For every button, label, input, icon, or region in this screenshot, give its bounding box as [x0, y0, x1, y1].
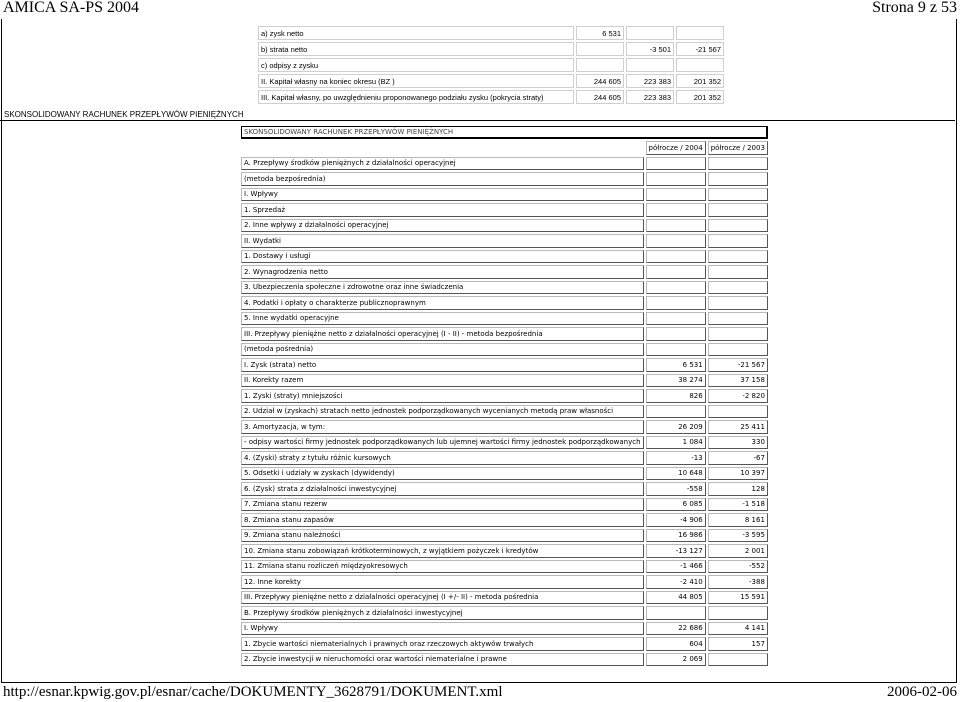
- row-value: [708, 312, 768, 326]
- row-label: (metoda pośrednia): [241, 343, 644, 357]
- table-row: [241, 188, 768, 202]
- row-value: [708, 405, 768, 419]
- row-value: [708, 653, 768, 667]
- row-label: 12. Inne korekty: [241, 575, 644, 589]
- row-value: 44 805: [646, 591, 706, 605]
- table-row: [241, 157, 768, 171]
- row-label: 4. Podatki i opłaty o charakterze publicznoprawnym: [241, 296, 644, 310]
- row-label: 5. Odsetki i udziały w zyskach (dywidendy): [241, 467, 644, 481]
- table-row: [241, 606, 768, 620]
- row-value: [646, 219, 706, 233]
- row-value: 330: [708, 436, 768, 450]
- table-row: [241, 637, 768, 651]
- table-row: [241, 420, 768, 434]
- row-value: -1 466: [646, 560, 706, 574]
- row-label: (metoda bezpośrednia): [241, 172, 644, 186]
- row-value: [646, 327, 706, 341]
- table-row: [241, 358, 768, 372]
- table-row: [241, 436, 768, 450]
- section-divider: [0, 120, 955, 121]
- row-label: II. Wydatki: [241, 234, 644, 248]
- row-value: 128: [708, 482, 768, 496]
- table-row: [241, 203, 768, 217]
- table-row: [241, 575, 768, 589]
- row-value: [646, 281, 706, 295]
- row-label: 10. Zmiana stanu zobowiązań krótkoterminowych, z wyjątkiem pożyczek i kredytów: [241, 544, 644, 558]
- row-label: a) zysk netto: [258, 26, 574, 40]
- row-value: 604: [646, 637, 706, 651]
- row-value: [708, 219, 768, 233]
- row-label: 2. Inne wpływy z działalności operacyjnej: [241, 219, 644, 233]
- row-value: 10 648: [646, 467, 706, 481]
- row-label: 2. Zbycie inwestycji w nieruchomości oraz wartości niematerialne i prawne: [241, 653, 644, 667]
- row-label: b) strata netto: [258, 42, 574, 56]
- row-value: -2 410: [646, 575, 706, 589]
- row-value: 244 605: [576, 74, 624, 88]
- row-value: 4 141: [708, 622, 768, 636]
- row-label: I. Wpływy: [241, 622, 644, 636]
- row-value: 25 411: [708, 420, 768, 434]
- row-label: 3. Amortyzacja, w tym:: [241, 420, 644, 434]
- row-label: II. Kapitał własny na koniec okresu (BZ ): [258, 74, 574, 88]
- row-label: 1. Zyski (straty) mniejszości: [241, 389, 644, 403]
- row-value: [646, 343, 706, 357]
- row-value: 16 986: [646, 529, 706, 543]
- cashflow-title: SKONSOLIDOWANY RACHUNEK PRZEPŁYWÓW PIENIĘŻNYCH: [241, 126, 768, 139]
- row-value: 201 352: [676, 90, 724, 104]
- row-value: 22 686: [646, 622, 706, 636]
- row-label: 3. Ubezpieczenia społeczne i zdrowotne oraz inne świadczenia: [241, 281, 644, 295]
- table-row: [241, 327, 768, 341]
- row-label: II. Korekty razem: [241, 374, 644, 388]
- row-value: [676, 58, 724, 72]
- row-value: [708, 157, 768, 171]
- row-value: 826: [646, 389, 706, 403]
- row-value: [646, 405, 706, 419]
- row-label: 8. Zmiana stanu zapasów: [241, 513, 644, 527]
- row-value: -3 501: [626, 42, 674, 56]
- row-value: 1 084: [646, 436, 706, 450]
- row-value: [626, 26, 674, 40]
- row-value: [646, 172, 706, 186]
- section-title: SKONSOLIDOWANY RACHUNEK PRZEPŁYWÓW PIENIĘŻNYCH: [4, 110, 244, 119]
- row-label: 4. (Zyski) straty z tytułu różnic kursowych: [241, 451, 644, 465]
- row-value: -13: [646, 451, 706, 465]
- row-label: 1. Dostawy i usługi: [241, 250, 644, 264]
- row-label: 5. Inne wydatki operacyjne: [241, 312, 644, 326]
- row-value: -21 567: [708, 358, 768, 372]
- cashflow-column-header-row: [241, 141, 768, 155]
- row-value: [708, 296, 768, 310]
- row-value: -4 906: [646, 513, 706, 527]
- table-row: [241, 653, 768, 667]
- table-row: [241, 234, 768, 248]
- page-number: Strona 9 z 53: [872, 0, 957, 16]
- row-value: 2 069: [646, 653, 706, 667]
- row-value: -388: [708, 575, 768, 589]
- column-header-2004: półrocze / 2004: [646, 141, 706, 155]
- page-footer: [0, 684, 960, 702]
- table-row: [258, 74, 724, 88]
- table-row: [241, 529, 768, 543]
- row-value: 38 274: [646, 374, 706, 388]
- row-value: 26 209: [646, 420, 706, 434]
- row-value: -1 518: [708, 498, 768, 512]
- row-value: 157: [708, 637, 768, 651]
- row-value: -67: [708, 451, 768, 465]
- table-row: [241, 281, 768, 295]
- row-value: 6 531: [646, 358, 706, 372]
- table-row: [241, 343, 768, 357]
- row-value: [708, 265, 768, 279]
- column-header-2003: półrocze / 2003: [708, 141, 768, 155]
- row-label: III. Przepływy pieniężne netto z działalności operacyjnej (I - II) - metoda bezpośrednia: [241, 327, 644, 341]
- row-value: -558: [646, 482, 706, 496]
- row-value: -2 820: [708, 389, 768, 403]
- table-row: [241, 622, 768, 636]
- row-value: [646, 265, 706, 279]
- equity-table: [256, 24, 726, 106]
- table-row: [241, 374, 768, 388]
- row-value: -21 567: [676, 42, 724, 56]
- row-value: 37 158: [708, 374, 768, 388]
- source-url: http://esnar.kpwig.gov.pl/esnar/cache/DOKUMENTY_3628791/DOKUMENT.xml: [3, 684, 503, 700]
- row-value: [708, 606, 768, 620]
- row-value: 15 591: [708, 591, 768, 605]
- table-row: [241, 219, 768, 233]
- table-row: [241, 172, 768, 186]
- table-row: [241, 265, 768, 279]
- table-row: [241, 467, 768, 481]
- row-value: [708, 343, 768, 357]
- table-row: [241, 405, 768, 419]
- row-value: [708, 203, 768, 217]
- row-value: [646, 234, 706, 248]
- row-value: 201 352: [676, 74, 724, 88]
- table-row: [241, 513, 768, 527]
- row-value: [708, 281, 768, 295]
- table-row: [241, 498, 768, 512]
- row-value: [576, 58, 624, 72]
- row-label: c) odpisy z zysku: [258, 58, 574, 72]
- row-value: [708, 250, 768, 264]
- row-value: 223 383: [626, 90, 674, 104]
- table-row: [241, 389, 768, 403]
- row-value: -13 127: [646, 544, 706, 558]
- row-value: [646, 312, 706, 326]
- row-value: [646, 606, 706, 620]
- row-value: [708, 172, 768, 186]
- table-row: [241, 451, 768, 465]
- cashflow-title-row: [241, 126, 768, 139]
- row-label: A. Przepływy środków pieniężnych z działalności operacyjnej: [241, 157, 644, 171]
- table-row: [258, 58, 724, 72]
- row-value: 244 605: [576, 90, 624, 104]
- row-label: B. Przepływy środków pieniężnych z działalności inwestycyjnej: [241, 606, 644, 620]
- row-value: [708, 327, 768, 341]
- row-label: 11. Zmiana stanu rozliczeń międzyokresowych: [241, 560, 644, 574]
- page-header: [0, 0, 960, 18]
- table-row: [241, 591, 768, 605]
- row-value: 10 397: [708, 467, 768, 481]
- table-row: [241, 544, 768, 558]
- table-row: [241, 296, 768, 310]
- row-label: 1. Zbycie wartości niematerialnych i prawnych oraz rzeczowych aktywów trwałych: [241, 637, 644, 651]
- document-title: AMICA SA-PS 2004: [3, 0, 140, 16]
- table-row: [258, 26, 724, 40]
- row-value: 6 085: [646, 498, 706, 512]
- row-value: [676, 26, 724, 40]
- row-label: 1. Sprzedaż: [241, 203, 644, 217]
- table-row: [258, 90, 724, 104]
- row-value: [646, 250, 706, 264]
- row-value: -552: [708, 560, 768, 574]
- row-value: [576, 42, 624, 56]
- row-value: [646, 157, 706, 171]
- row-value: 2 001: [708, 544, 768, 558]
- row-value: -3 595: [708, 529, 768, 543]
- row-value: [626, 58, 674, 72]
- table-row: [241, 560, 768, 574]
- row-label: 2. Udział w (zyskach) stratach netto jednostek podporządkowanych wycenianych metodą praw własności: [241, 405, 644, 419]
- row-value: [646, 203, 706, 217]
- row-value: 8 161: [708, 513, 768, 527]
- row-label: - odpisy wartości firmy jednostek podporządkowanych lub ujemnej wartości firmy jednostek podporządkowanych: [241, 436, 644, 450]
- row-value: [708, 234, 768, 248]
- print-date: 2006-02-06: [887, 684, 957, 700]
- row-label: I. Zysk (strata) netto: [241, 358, 644, 372]
- row-label: III. Kapitał własny, po uwzględnieniu proponowanego podziału zysku (pokrycia straty): [258, 90, 574, 104]
- table-row: [241, 312, 768, 326]
- table-row: [241, 250, 768, 264]
- row-value: [646, 296, 706, 310]
- row-label: I. Wpływy: [241, 188, 644, 202]
- row-label: III. Przepływy pieniężne netto z działalności operacyjnej (I +/- II) - metoda pośrednia: [241, 591, 644, 605]
- cashflow-table: [239, 124, 770, 668]
- row-label: 9. Zmiana stanu należności: [241, 529, 644, 543]
- row-value: 223 383: [626, 74, 674, 88]
- row-label: 2. Wynagrodzenia netto: [241, 265, 644, 279]
- row-label: 7. Zmiana stanu rezerw: [241, 498, 644, 512]
- table-row: [258, 42, 724, 56]
- table-row: [241, 482, 768, 496]
- row-value: 6 531: [576, 26, 624, 40]
- row-label: 6. (Zysk) strata z działalności inwestycyjnej: [241, 482, 644, 496]
- row-value: [646, 188, 706, 202]
- row-value: [708, 188, 768, 202]
